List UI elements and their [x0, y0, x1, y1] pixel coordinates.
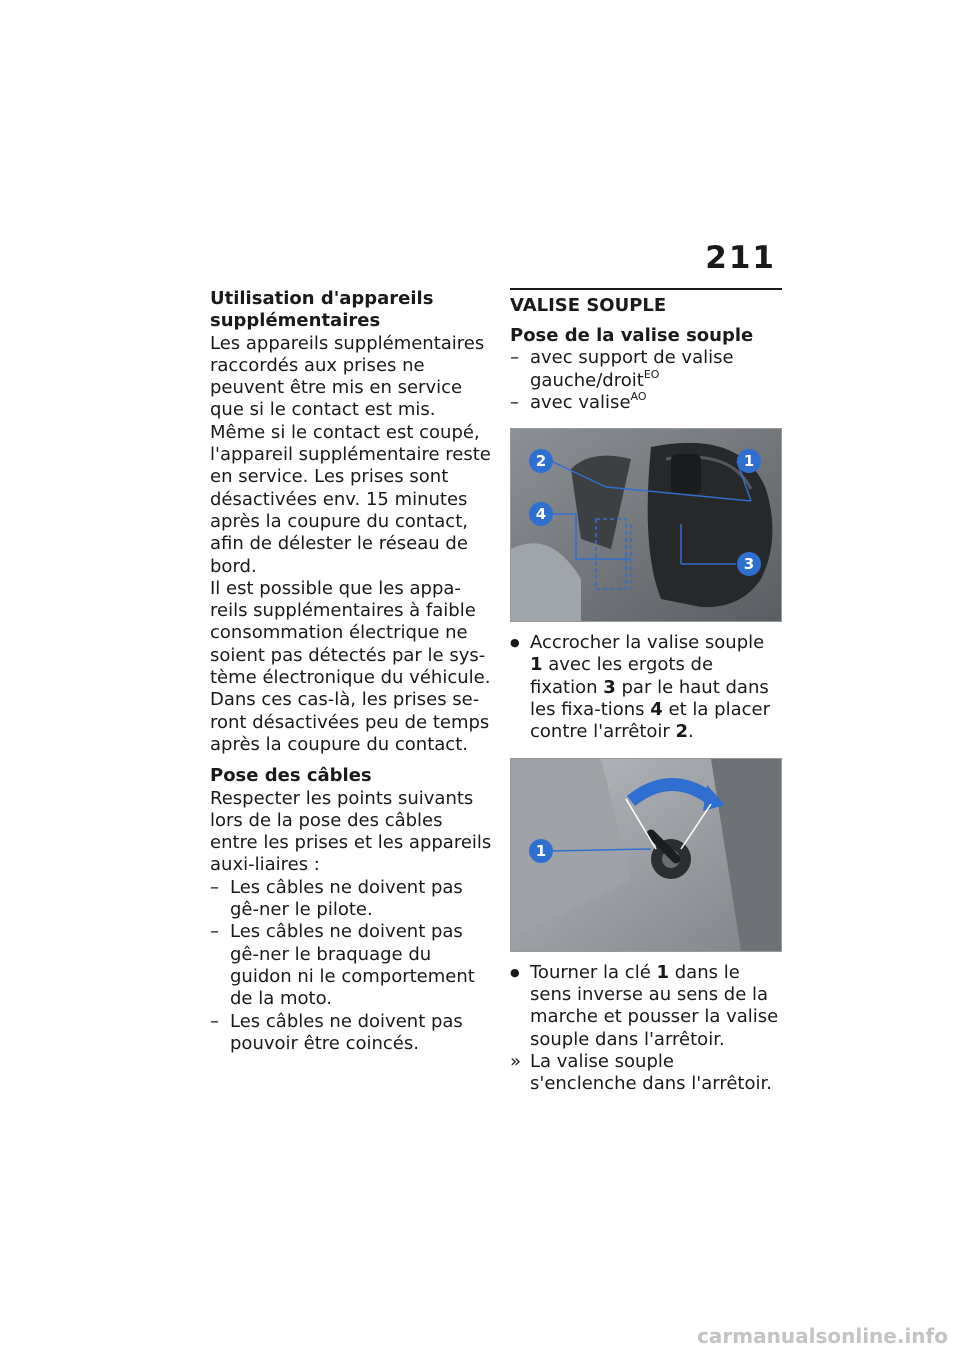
list-item: – Les câbles ne doivent pas pouvoir être coincés. — [210, 1011, 492, 1056]
paragraph-cable-intro: Respecter les points suivants lors de la pose des câbles entre les prises et les appareils auxi-liaires : — [210, 787, 492, 876]
heading-cable-routing: Pose des câbles — [210, 765, 372, 787]
cable-rules-list — [210, 877, 492, 1055]
instruction-step: ● Accrocher la valise souple 1 avec les ergots de fixation 3 par le haut dans les fixa-tions 4 et la placer contre l'arrêtoir 2. — [510, 632, 782, 743]
callout-label: 2 — [535, 452, 547, 471]
callout-label: 1 — [743, 452, 755, 471]
list-item: – Les câbles ne doivent pas gê-ner le pilote. — [210, 877, 492, 922]
callout-label: 1 — [535, 841, 547, 860]
page-number: 211 — [705, 240, 776, 276]
soft-case-mounting-figure — [510, 428, 782, 622]
condition-item: – avec support de valise gauche/droit$^{EO}$ — [510, 347, 782, 392]
left-column — [210, 288, 492, 1055]
instruction-step: ● Tourner la clé 1 dans le sens inverse au sens de la marche et pousser la valise souple dans l'arrêtoir. — [510, 962, 782, 1051]
heading-additional-devices: Utilisation d'appareils supplémentaires — [210, 288, 434, 332]
paragraph-devices-1: Les appareils supplémentaires raccordés aux prises ne peuvent être mis en service que si le contact est mis. — [210, 332, 485, 421]
condition-item: – avec valise$^{AO}$ — [510, 392, 782, 414]
paragraph-devices-2: Même si le contact est coupé, l'appareil supplémentaire reste en service. Les prises sont désactivées env. 15 minutes après la coupure du contact, afin de délester le réseau de bord. — [210, 421, 491, 577]
section-title: VALISE SOUPLE — [510, 288, 782, 317]
key-lock-figure — [510, 758, 782, 952]
callout-label: 4 — [535, 505, 547, 524]
paragraph-devices-3: Il est possible que les appa-reils supplémentaires à faible consommation électrique ne soient pas détectés par le sys-tème électronique du véhicule. Dans ces cas-là, les prises se-ront désactivées peu de temps après la coupure du contact. — [210, 577, 491, 755]
footer-watermark: carmanualsonline.info — [697, 1324, 948, 1348]
step-list-2 — [510, 962, 782, 1096]
result-item: » La valise souple s'enclenche dans l'arrêtoir. — [510, 1051, 782, 1096]
step-list-1 — [510, 632, 782, 743]
callout-label: 3 — [743, 555, 755, 574]
list-item: – Les câbles ne doivent pas gê-ner le braquage du guidon ni le comportement de la moto. — [210, 921, 492, 1010]
right-column — [510, 288, 782, 1095]
conditions-list — [510, 347, 782, 414]
heading-install-soft-case: Pose de la valise souple — [510, 325, 754, 346]
